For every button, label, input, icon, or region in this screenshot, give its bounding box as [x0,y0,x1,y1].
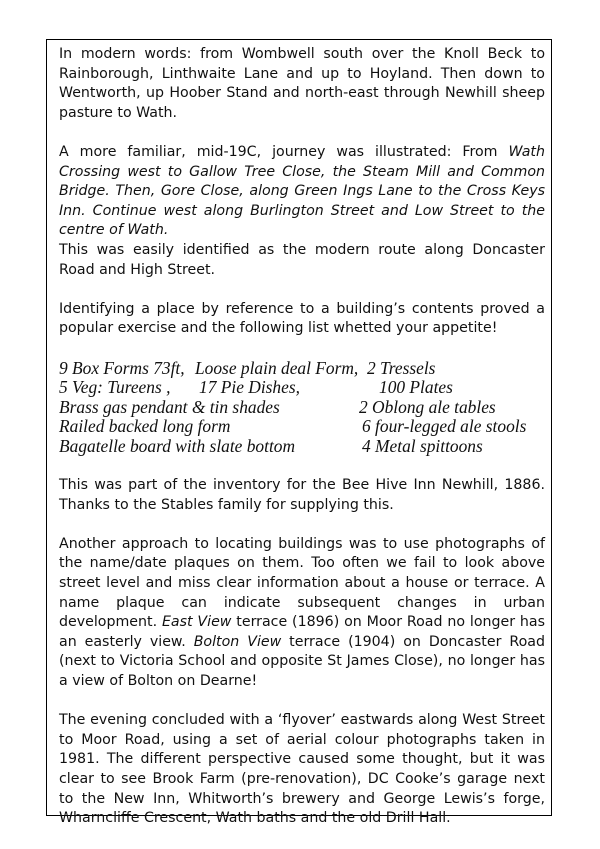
inventory-item: 2 Oblong ale tables [359,396,496,417]
paragraph-contents-intro: Identifying a place by reference to a building’s contents proved a popular exercise and the following list whetted your appetite! [59,300,545,337]
paragraph-route-identified: This was easily identified as the modern route along Doncaster Road and High Street. [59,241,545,278]
inventory-item: 4 Metal spittoons [362,435,483,456]
inventory-row [59,359,545,379]
inventory-item: 6 four-legged ale stools [362,416,527,437]
inventory-item: 17 Pie Dishes, [199,377,300,398]
inventory-row [59,437,545,457]
inventory-row [59,378,545,398]
paragraph-route-19c [59,143,545,241]
inventory-item: Loose plain deal Form, [195,357,359,378]
inventory-list [59,359,545,457]
paragraph-route-modern: In modern words: from Wombwell south over the Knoll Beck to Rainborough, Linthwaite Lane and up to Hoyland. Then down to Wentworth, up Hoober Stand and north-east through Newhill sheep pasture to Wath. [59,46,545,121]
inventory-item: Railed backed long form [59,416,231,437]
inventory-item: Bagatelle board with slate bottom [59,435,296,456]
route-19c-description: Wath Crossing west to Gallow Tree Close, the Steam Mill and Common Bridge. Then, Gore Close, along Green Ings Lane to the Cross Keys Inn. Continue west along Burlington Street and Low Street to the centre of Wath. [59,143,545,239]
inventory-item: 9 Box Forms 73ft, [59,357,185,378]
inventory-row [59,417,545,437]
plaque-name-bolton-view: Bolton View [193,633,282,650]
document-body [59,45,545,848]
inventory-item: 100 Plates [379,377,453,398]
inventory-item: 5 Veg: Tureens , [59,377,171,398]
paragraph-flyover: The evening concluded with a ‘flyover’ eastwards along West Street to Moor Road, using a set of aerial colour photographs taken in 1981. The different perspective caused some thought, but it was clear to see Brook Farm (pre-renovation), DC Cooke’s garage next to the New Inn, Whitworth’s brewery and George Lewis’s forge, Wharncliffe Crescent, Wath baths and the old Drill Hall. [59,712,545,827]
inventory-item: Brass gas pendant & tin shades [59,396,280,417]
plaques-text: terrace (1896) on Moor Road no longer has an easterly view. [59,614,545,650]
paragraph-inventory-source: This was part of the inventory for the Bee Hive Inn Newhill, 1886. Thanks to the Stables family for supplying this. [59,477,545,513]
plaques-text: Another approach to locating buildings was to use photographs of the name/date plaques on them. Too often we fail to look above street level and miss clear information about a house or terrace. A name plaque can indicate subsequent changes in urban development. [59,535,545,631]
route-19c-intro: A more familiar, mid-19C, journey was illustrated: From [59,143,509,160]
inventory-item: 2 Tressels [367,357,436,378]
plaques-text: terrace (1904) on Doncaster Road (next to Victoria School and opposite St James Close), no longer has a view of Bolton on Dearne! [59,633,545,689]
inventory-row [59,398,545,418]
plaque-name-east-view: East View [161,614,232,631]
paragraph-name-plaques [59,535,545,692]
